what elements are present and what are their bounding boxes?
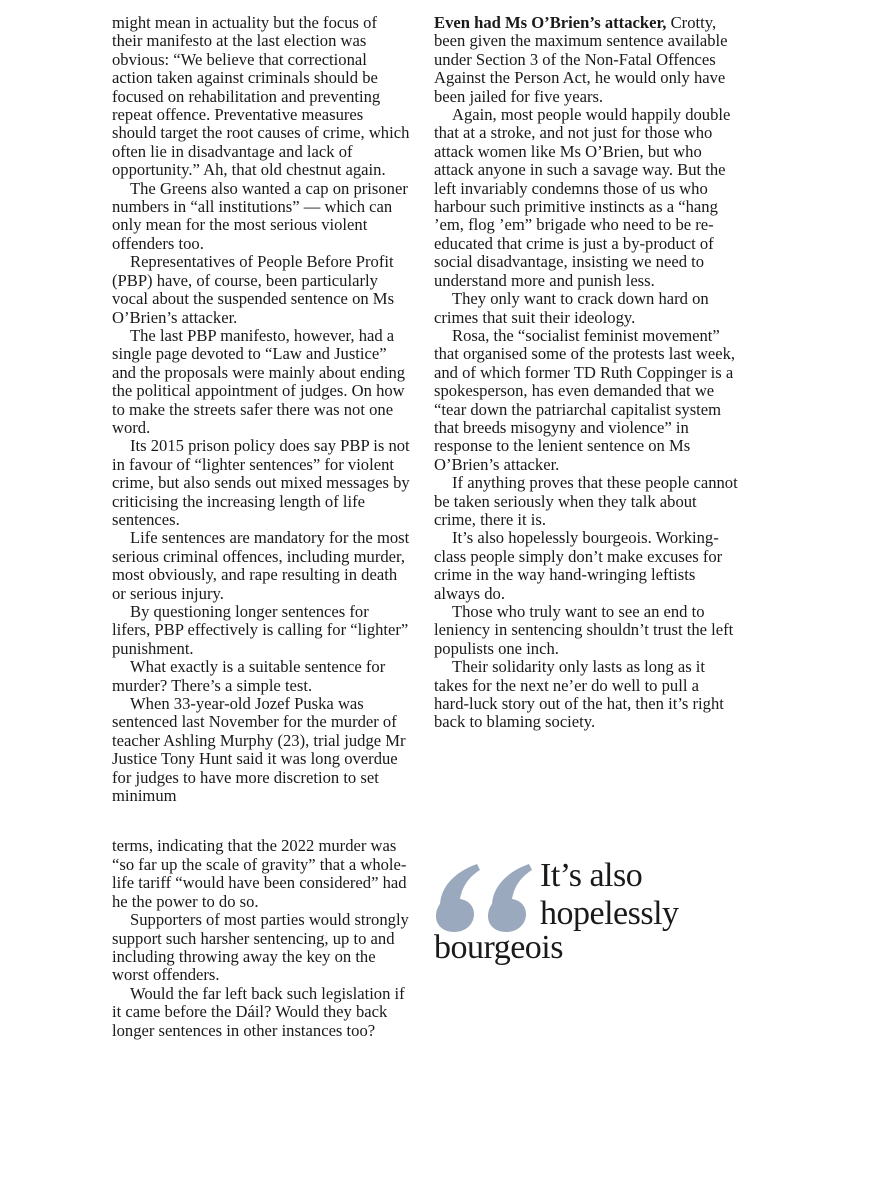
- body-paragraph: Its 2015 prison policy does say PBP is not in favour of “lighter sentences” for violent crime, but also sends out mixed messages by criticising the increasing length of life sentences.: [112, 436, 410, 529]
- pull-quote-line-2: hopelessly: [540, 895, 679, 932]
- right-column: [434, 14, 738, 732]
- quote-mark-icon: [432, 860, 532, 932]
- body-paragraph: They only want to crack down hard on crimes that suit their ideology.: [434, 289, 709, 327]
- pull-quote: [432, 858, 752, 968]
- body-paragraph: The last PBP manifesto, however, had a single page devoted to “Law and Justice” and the proposals were mainly about ending the political appointment of judges. On how to make the streets safer there was not one word.: [112, 325, 406, 437]
- lead-in-bold: Even had Ms O’Brien’s attacker,: [434, 13, 667, 32]
- body-paragraph: Rosa, the “socialist feminist movement” that organised some of the protests last week, and of which former TD Ruth Coppinger is a spokesperson, has even demanded that we “tear down the patriarchal capitalist system that breeds misogyny and violence” in response to the lenient sentence on Ms O’Brien’s attacker.: [434, 325, 736, 474]
- body-paragraph: Again, most people would happily double that at a stroke, and not just for those who attack women like Ms O’Brien, but who attack anyone in such a savage way. But the left invariably condemns those of us who harbour such primitive instincts as a “hang ’em, flog ’em” brigade who need to be re-educated that crime is just a by-product of social disadvantage, insisting we need to understand more and punish less.: [434, 105, 731, 290]
- lead-in-rest: Crotty, been given the maximum sentence available under Section 3 of the Non-Fatal Offences Against the Person Act, he would only have been jailed for five years.: [434, 13, 728, 106]
- lead-paragraph: [434, 14, 738, 106]
- pull-quote-line-1: It’s also: [540, 857, 643, 894]
- body-paragraph: Those who truly want to see an end to leniency in sentencing shouldn’t trust the left populists one inch.: [434, 602, 734, 658]
- body-paragraph: terms, indicating that the 2022 murder was “so far up the scale of gravity” that a whole-life tariff “would have been considered” had he the power to do so.: [112, 836, 407, 911]
- body-paragraph: Life sentences are mandatory for the most serious criminal offences, including murder, most obviously, and rape resulting in death or serious injury.: [112, 528, 410, 603]
- body-paragraph: Representatives of People Before Profit (PBP) have, of course, been particularly vocal about the suspended sentence on Ms O’Brien’s attacker.: [112, 252, 395, 327]
- body-paragraph: Would the far left back such legislation if it came before the Dáil? Would they back longer sentences in other instances too?: [112, 983, 405, 1040]
- body-paragraph: Supporters of most parties would strongly support such harsher sentencing, up to and including throwing away the key on the worst offenders.: [112, 910, 409, 985]
- pull-quote-line-3: bourgeois: [434, 929, 563, 966]
- body-paragraph: It’s also hopelessly bourgeois. Working-class people simply don’t make excuses for crime in the way hand-wringing leftists always do.: [434, 528, 723, 603]
- body-paragraph: When 33-year-old Jozef Puska was sentenced last November for the murder of teacher Ashling Murphy (23), trial judge Mr Justice Tony Hunt said it was long overdue for judges to have more discretion to set minimum: [112, 694, 406, 806]
- body-paragraph: If anything proves that these people cannot be taken seriously when they talk about crime, there it is.: [434, 473, 738, 529]
- body-paragraph: By questioning longer sentences for lifers, PBP effectively is calling for “lighter” punishment.: [112, 602, 409, 658]
- body-paragraph: What exactly is a suitable sentence for murder? There’s a simple test.: [112, 657, 386, 695]
- body-paragraph: might mean in actuality but the focus of their manifesto at the last election was obvious: “We believe that correctional action taken against criminals should be focused on rehabilitation and preventing repeat offence. Preventative measures should target the root causes of crime, which often lie in disadvantage and lack of opportunity.” Ah, that old chestnut again.: [112, 13, 410, 180]
- column-break-gap: [112, 805, 410, 837]
- body-paragraph: Their solidarity only lasts as long as it takes for the next ne’er do well to pull a hard-luck story out of the hat, then it’s right back to blaming society.: [434, 657, 724, 732]
- body-paragraph: The Greens also wanted a cap on prisoner numbers in “all institutions” — which can only mean for the most serious violent offenders too.: [112, 178, 408, 253]
- left-column: [112, 14, 410, 1040]
